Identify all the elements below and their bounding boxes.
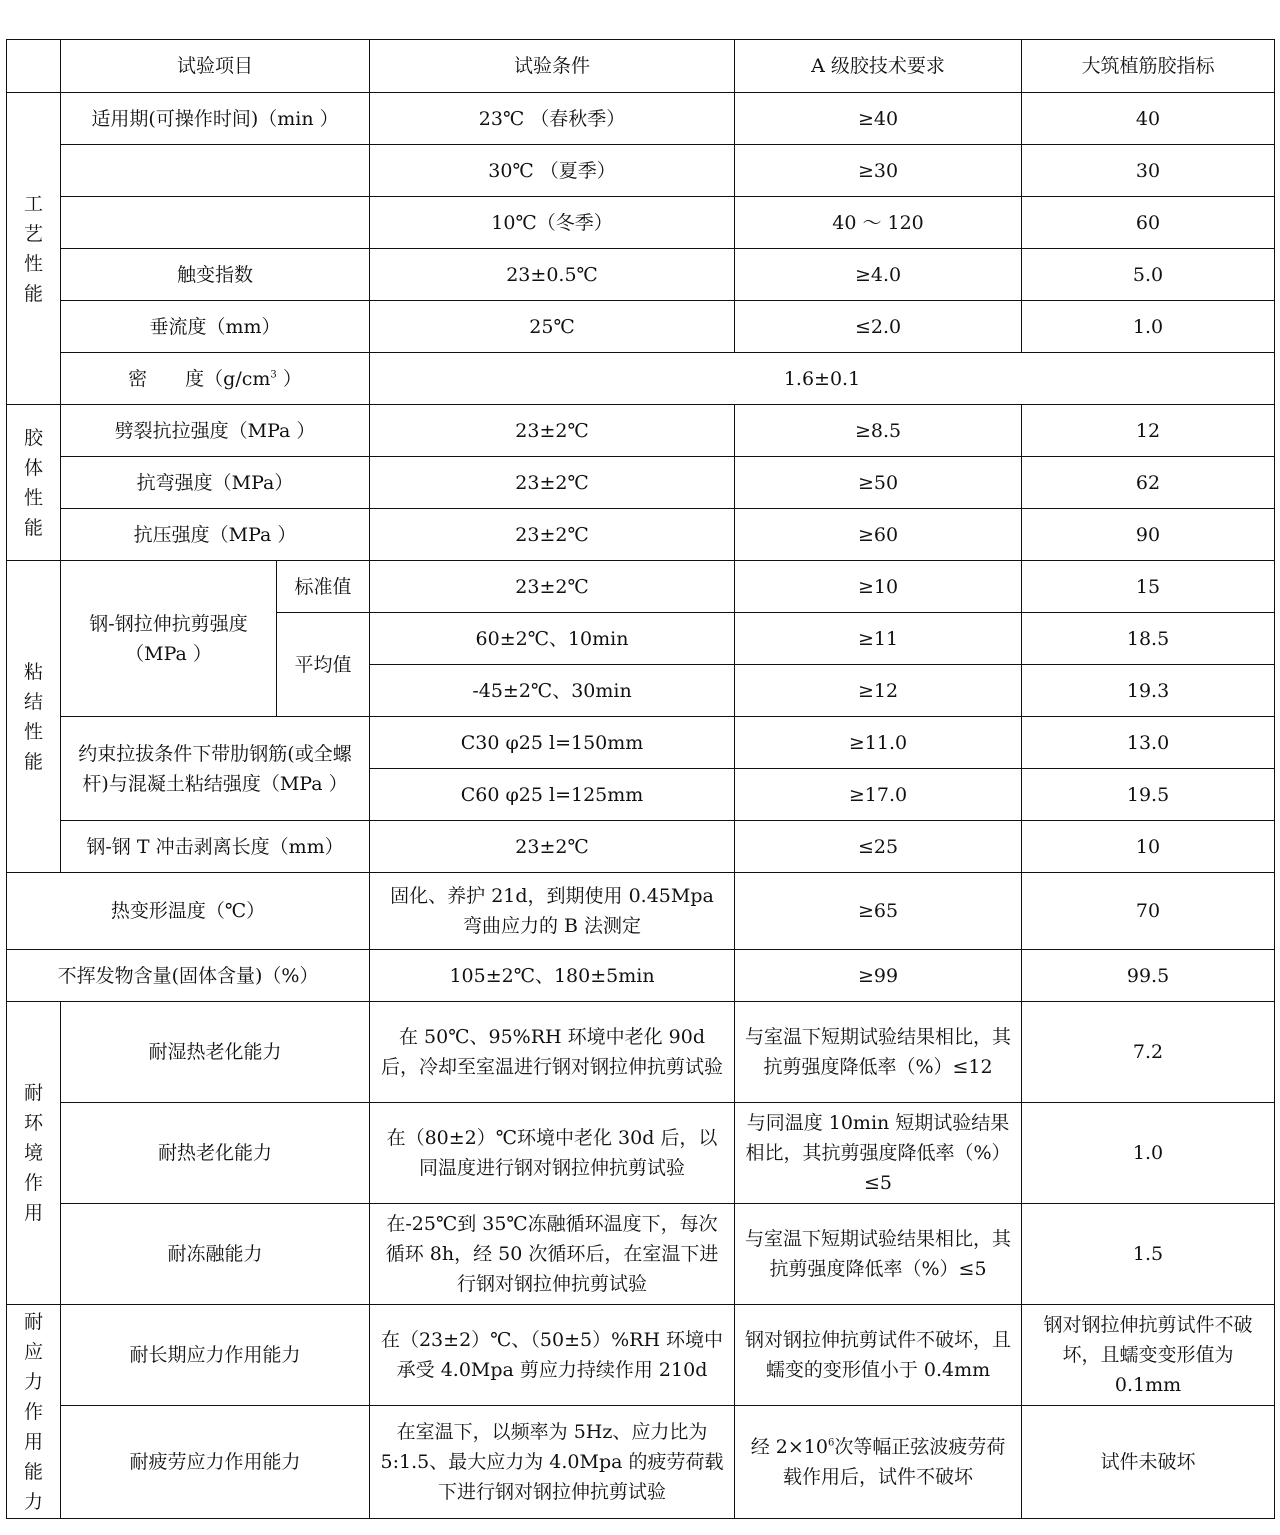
value-cell: 1.6±0.1 (370, 353, 1275, 405)
item-cell: 耐湿热老化能力 (61, 1002, 370, 1103)
condition-cell: 60±2℃、10min (370, 613, 735, 665)
item-cell: 热变形温度（℃） (7, 873, 370, 950)
condition-cell: 固化、养护 21d，到期使用 0.45Mpa 弯曲应力的 B 法测定 (370, 873, 735, 950)
item-cell: 约束拉拔条件下带肋钢筋(或全螺杆)与混凝土粘结强度（MPa ） (61, 717, 370, 821)
table-row (7, 509, 1275, 561)
value-cell: 15 (1022, 561, 1275, 613)
requirement-cell: 与室温下短期试验结果相比，其抗剪强度降低率（%）≤12 (735, 1002, 1022, 1103)
table-row (7, 1305, 1275, 1406)
header-row (7, 40, 1275, 93)
requirement-cell: ≥12 (735, 665, 1022, 717)
header-grade-a: A 级胶技术要求 (735, 40, 1022, 93)
item-cell: 抗压强度（MPa ） (61, 509, 370, 561)
table-row (7, 93, 1275, 145)
requirement-cell: ≥4.0 (735, 249, 1022, 301)
table-row (7, 561, 1275, 613)
category-process: 工艺性能 (7, 93, 61, 405)
table-row (7, 821, 1275, 873)
item-cell: 不挥发物含量(固体含量)（%） (7, 950, 370, 1002)
fatigue-req-end: 次等幅正弦波疲劳荷载作用后，试件不破坏 (783, 1436, 1006, 1488)
condition-cell: -45±2℃、30min (370, 665, 735, 717)
table-row (7, 950, 1275, 1002)
requirement-cell: 钢对钢拉伸抗剪试件不破坏，且蠕变的变形值小于 0.4mm (735, 1305, 1022, 1406)
table-row (7, 197, 1275, 249)
condition-cell: 23±2℃ (370, 405, 735, 457)
condition-cell: 在（80±2）℃环境中老化 30d 后，以同温度进行钢对钢拉伸抗剪试验 (370, 1103, 735, 1204)
requirement-cell: 40 ～ 120 (735, 197, 1022, 249)
density-label-end: ） (276, 367, 302, 390)
value-cell: 19.3 (1022, 665, 1275, 717)
value-cell: 30 (1022, 145, 1275, 197)
fatigue-req-start: 经 2×10 (750, 1436, 828, 1458)
category-stress: 耐应力作用能力 (7, 1305, 61, 1519)
condition-cell: 23±2℃ (370, 561, 735, 613)
condition-cell: C60 φ25 l=125mm (370, 769, 735, 821)
item-cell: 钢-钢拉伸抗剪强度（MPa ） (61, 561, 277, 717)
requirement-cell (735, 1406, 1022, 1519)
value-cell: 13.0 (1022, 717, 1275, 769)
value-cell: 62 (1022, 457, 1275, 509)
table-row (7, 301, 1275, 353)
category-body: 胶体性能 (7, 405, 61, 561)
header-corner (7, 40, 61, 93)
value-cell: 1.0 (1022, 1103, 1275, 1204)
condition-cell: 23±2℃ (370, 509, 735, 561)
table-row (7, 1204, 1275, 1305)
value-cell: 90 (1022, 509, 1275, 561)
requirement-cell: ≥11 (735, 613, 1022, 665)
value-cell: 钢对钢拉伸抗剪试件不破坏，且蠕变变形值为 0.1mm (1022, 1305, 1275, 1406)
requirement-cell: ≥60 (735, 509, 1022, 561)
condition-cell: 23±2℃ (370, 821, 735, 873)
density-label: 密 度（g/cm (128, 367, 271, 390)
table-row (7, 353, 1275, 405)
table-row (7, 249, 1275, 301)
requirement-cell: 与室温下短期试验结果相比，其抗剪强度降低率（%）≤5 (735, 1204, 1022, 1305)
spec-table (6, 39, 1275, 1519)
condition-cell: 在室温下，以频率为 5Hz、应力比为 5:1.5、最大应力为 4.0Mpa 的疲劳荷载下进行钢对钢拉伸抗剪试验 (370, 1406, 735, 1519)
requirement-cell: ≤2.0 (735, 301, 1022, 353)
item-cell: 钢-钢 T 冲击剥离长度（mm） (61, 821, 370, 873)
condition-cell: 在（23±2）℃、（50±5）%RH 环境中承受 4.0Mpa 剪应力持续作用 210d (370, 1305, 735, 1406)
header-product: 大筑植筋胶指标 (1022, 40, 1275, 93)
value-cell: 19.5 (1022, 769, 1275, 821)
value-cell: 1.0 (1022, 301, 1275, 353)
table-row (7, 405, 1275, 457)
value-cell: 18.5 (1022, 613, 1275, 665)
value-cell: 99.5 (1022, 950, 1275, 1002)
fatigue-req-exponent: 6 (827, 1437, 835, 1449)
requirement-cell: ≥11.0 (735, 717, 1022, 769)
sub-label-average: 平均值 (277, 613, 370, 717)
table-row (7, 1002, 1275, 1103)
empty-cell (61, 197, 370, 249)
condition-cell: 在 50℃、95%RH 环境中老化 90d 后，冷却至室温进行钢对钢拉伸抗剪试验 (370, 1002, 735, 1103)
requirement-cell: ≥30 (735, 145, 1022, 197)
empty-cell (61, 145, 370, 197)
item-cell: 耐长期应力作用能力 (61, 1305, 370, 1406)
condition-cell: 30℃ （夏季） (370, 145, 735, 197)
item-cell: 耐冻融能力 (61, 1204, 370, 1305)
item-cell: 耐疲劳应力作用能力 (61, 1406, 370, 1519)
category-bond: 粘结性能 (7, 561, 61, 873)
requirement-cell: ≥8.5 (735, 405, 1022, 457)
value-cell: 试件未破坏 (1022, 1406, 1275, 1519)
item-cell: 耐热老化能力 (61, 1103, 370, 1204)
value-cell: 5.0 (1022, 249, 1275, 301)
requirement-cell: ≥17.0 (735, 769, 1022, 821)
item-cell: 垂流度（mm） (61, 301, 370, 353)
item-cell: 适用期(可操作时间)（min ） (61, 93, 370, 145)
value-cell: 70 (1022, 873, 1275, 950)
condition-cell: 23±2℃ (370, 457, 735, 509)
value-cell: 40 (1022, 93, 1275, 145)
table-row (7, 145, 1275, 197)
sub-label-standard: 标准值 (277, 561, 370, 613)
value-cell: 10 (1022, 821, 1275, 873)
header-item: 试验项目 (61, 40, 370, 93)
requirement-cell: ≥40 (735, 93, 1022, 145)
table-row (7, 873, 1275, 950)
table-row (7, 457, 1275, 509)
condition-cell: 23℃ （春秋季） (370, 93, 735, 145)
table-row (7, 1103, 1275, 1204)
header-condition: 试验条件 (370, 40, 735, 93)
item-cell: 抗弯强度（MPa） (61, 457, 370, 509)
condition-cell: 25℃ (370, 301, 735, 353)
requirement-cell: ≥65 (735, 873, 1022, 950)
table-row (7, 1406, 1275, 1519)
value-cell: 12 (1022, 405, 1275, 457)
requirement-cell: ≥50 (735, 457, 1022, 509)
condition-cell: C30 φ25 l=150mm (370, 717, 735, 769)
item-cell (61, 353, 370, 405)
condition-cell: 10℃（冬季） (370, 197, 735, 249)
requirement-cell: ≥99 (735, 950, 1022, 1002)
item-cell: 劈裂抗拉强度（MPa ） (61, 405, 370, 457)
condition-cell: 23±0.5℃ (370, 249, 735, 301)
requirement-cell: 与同温度 10min 短期试验结果相比，其抗剪强度降低率（%）≤5 (735, 1103, 1022, 1204)
density-exponent: 3 (270, 369, 277, 381)
value-cell: 7.2 (1022, 1002, 1275, 1103)
category-env: 耐环境作用 (7, 1002, 61, 1305)
item-cell: 触变指数 (61, 249, 370, 301)
condition-cell: 105±2℃、180±5min (370, 950, 735, 1002)
condition-cell: 在-25℃到 35℃冻融循环温度下，每次循环 8h，经 50 次循环后，在室温下进行钢对钢拉伸抗剪试验 (370, 1204, 735, 1305)
value-cell: 60 (1022, 197, 1275, 249)
requirement-cell: ≥10 (735, 561, 1022, 613)
requirement-cell: ≤25 (735, 821, 1022, 873)
table-row (7, 717, 1275, 769)
value-cell: 1.5 (1022, 1204, 1275, 1305)
